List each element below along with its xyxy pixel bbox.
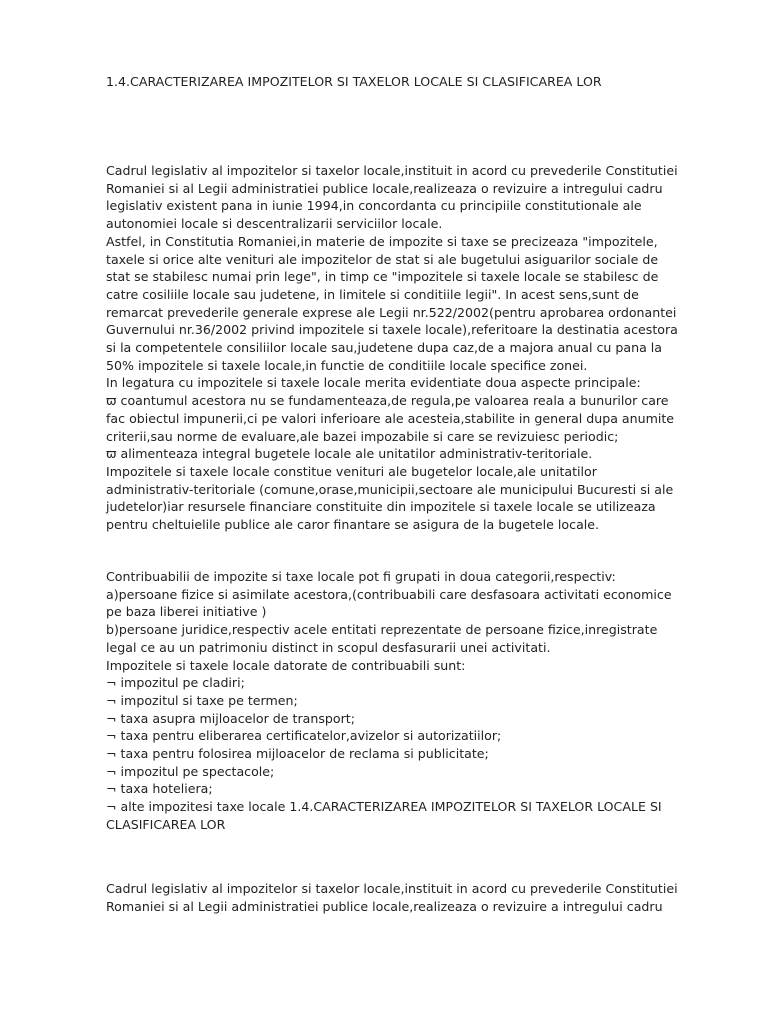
text-line: administrativ-teritoriale (comune,orase,municipii,sectoare ale municipului Bucuresti si ale	[106, 481, 674, 497]
text-line: CLASIFICAREA LOR	[106, 816, 226, 832]
text-line: Contribuabilii de impozite si taxe locale pot fi grupati in doua categorii,respectiv:	[106, 569, 616, 584]
text-line: pentru cheltuielile publice ale caror finantare se asigura de la bugetele locale.	[106, 517, 600, 533]
document-title: 1.4.CARACTERIZAREA IMPOZITELOR SI TAXELOR LOCALE SI CLASIFICAREA LOR	[106, 74, 602, 89]
text-line: legal ce au un patrimoniu distinct in scopul desfasurarii unei activitati.	[106, 639, 551, 655]
text-line: a)persoane fizice si asimilate acestora,(contribuabili care desfasoara activitati economice	[106, 586, 672, 602]
text-line: judetelor)iar resursele financiare constituite din impozitele si taxele locale se utilizeaza	[106, 499, 656, 515]
text-line: autonomiei locale si descentralizarii serviciilor locale.	[106, 216, 443, 232]
text-line: Guvernului nr.36/2002 privind impozitele si taxele locale),referitoare la destinatia acestora	[106, 322, 678, 338]
text-line: ¬ impozitul si taxe pe termen;	[106, 692, 298, 708]
text-line: Astfel, in Constitutia Romaniei,in materie de impozite si taxe se precizeaza "impozitele,	[106, 233, 658, 249]
text-line: fac obiectul impunerii,ci pe valori inferioare ale acesteia,stabilite in general dupa anumite	[106, 410, 675, 426]
text-line: si la competentele consiliilor locale sau,judetene dupa caz,de a majora anual cu pana la	[106, 340, 663, 356]
text-line: 50% impozitele si taxele locale,in functie de conditiile locale specifice zonei.	[106, 357, 588, 373]
text-line: pe baza liberei initiative )	[106, 604, 267, 620]
section-legal-framework-repeat	[106, 880, 678, 915]
text-line: ϖ alimenteaza integral bugetele locale ale unitatilor administrativ-teritoriale.	[106, 446, 593, 462]
text-line: Cadrul legislativ al impozitelor si taxelor locale,instituit in acord cu prevederile Constitutiei	[106, 163, 678, 178]
text-line: ϖ coantumul acestora nu se fundamenteaza,de regula,pe valoarea reala a bunurilor care	[106, 393, 669, 409]
text-line: Romaniei si al Legii administratiei publice locale,realizeaza o revizuire a intregului cadru	[106, 180, 663, 196]
text-line: Impozitele si taxele locale datorate de contribuabili sunt:	[106, 657, 466, 673]
text-line: stat se stabilesc numai prin lege", in timp ce "impozitele si taxele locale se stabilesc de	[106, 269, 659, 285]
text-line: Impozitele si taxele locale constitue venituri ale bugetelor locale,ale unitatilor	[106, 463, 597, 479]
text-line: criterii,sau norme de evaluare,ale bazei impozabile si care se revizuiesc periodic;	[106, 428, 619, 444]
text-line: ¬ alte impozitesi taxe locale 1.4.CARACTERIZAREA IMPOZITELOR SI TAXELOR LOCALE SI	[106, 799, 662, 815]
text-line: catre cosiliile locale sau judetene, in limitele si conditiile legii". In acest sens,sunt de	[106, 286, 639, 302]
text-line: ¬ taxa pentru folosirea mijloacelor de reclama si publicitate;	[106, 746, 489, 762]
text-line: Romaniei si al Legii administratiei publice locale,realizeaza o revizuire a intregului cadru	[106, 898, 663, 914]
section-taxpayers	[106, 568, 672, 834]
text-line: ¬ taxa asupra mijloacelor de transport;	[106, 710, 355, 726]
text-line: taxele si orice alte venituri ale impozitelor de stat si ale bugetului asiguarilor sociale de	[106, 251, 659, 267]
text-line: legislativ existent pana in iunie 1994,in concordanta cu principiile constitutionale ale	[106, 198, 642, 214]
text-line: In legatura cu impozitele si taxele locale merita evidentiate doua aspecte principale:	[106, 375, 641, 391]
text-line: b)persoane juridice,respectiv acele entitati reprezentate de persoane fizice,inregistrate	[106, 622, 658, 638]
text-line: remarcat prevederile generale exprese ale Legii nr.522/2002(pentru aprobarea ordonantei	[106, 304, 677, 320]
text-line: ¬ impozitul pe spectacole;	[106, 763, 275, 779]
text-line: ¬ impozitul pe cladiri;	[106, 675, 245, 691]
text-line: ¬ taxa pentru eliberarea certificatelor,avizelor si autorizatiilor;	[106, 728, 502, 744]
text-line: ¬ taxa hoteliera;	[106, 781, 213, 797]
text-line: Cadrul legislativ al impozitelor si taxelor locale,instituit in acord cu prevederile Constitutiei	[106, 881, 678, 896]
section-legal-framework	[106, 162, 678, 534]
